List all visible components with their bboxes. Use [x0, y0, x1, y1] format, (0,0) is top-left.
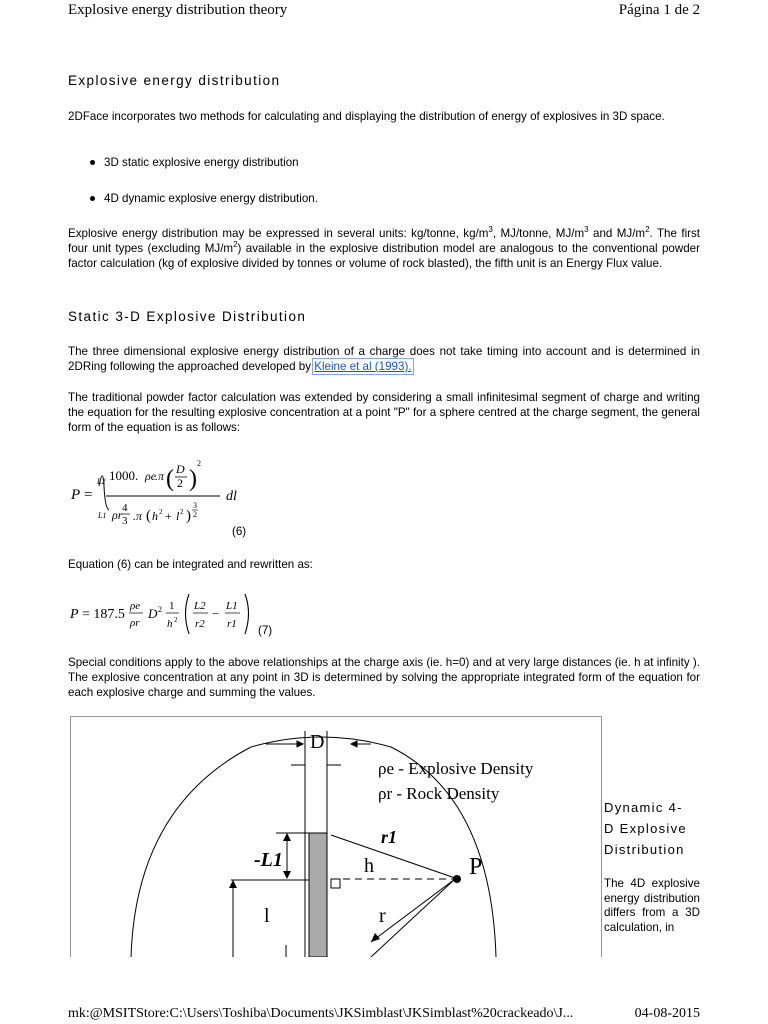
figure-label-l: l [264, 905, 270, 927]
dynamic-section-title: Dynamic 4- D Explosive Distribution [604, 800, 687, 857]
svg-text:L1: L1 [226, 600, 238, 612]
bullet-icon [90, 196, 95, 201]
svg-text:L2: L2 [194, 600, 206, 612]
figure-label-explosive-density: ρe - Explosive Density [378, 759, 534, 778]
svg-text:D: D [176, 462, 185, 476]
header-page-number: Página 1 de 2 [618, 2, 700, 18]
footer-date: 04-08-2015 [634, 1006, 700, 1021]
svg-text:2: 2 [180, 508, 184, 516]
svg-text:2: 2 [158, 605, 162, 614]
units-paragraph: Explosive energy distribution may be expressed in several units: kg/tonne, $kg/m^3$, MJ/tonne, $MJ/m^3$ and $MJ/m^2$. The first four unit types (excluding $MJ/m^2$) available in the explosive distribution model are analogous to the conventional powder factor calculation (kg of explosive divided by tonnes or volume of rock blasted), the fifth unit is an Energy Flux value. [68, 225, 701, 270]
svg-text:): ) [186, 508, 191, 524]
svg-text:D: D [148, 606, 158, 621]
svg-text:L2: L2 [97, 477, 106, 486]
figure-label-rock-density: ρr - Rock Density [378, 784, 500, 803]
svg-text:ρr: ρr [130, 617, 140, 629]
figure-label-P: P [469, 854, 483, 880]
svg-text:.π: .π [155, 469, 165, 483]
svg-text:h: h [167, 618, 173, 630]
svg-text:.π: .π [133, 509, 143, 523]
static-paragraph-2: The traditional powder factor calculation was extended by considering a small infinitesimal segment of charge and writing the equation for the resulting explosive concentration at a point "P" for a sphere centred at the charge segment, the general form of the equation is as follows: [68, 391, 700, 434]
svg-text:l: l [176, 509, 180, 523]
equation-7 [68, 588, 268, 640]
charge-geometry-figure [70, 716, 602, 957]
svg-text:r1: r1 [227, 618, 237, 630]
svg-text:=: = [84, 487, 93, 503]
equation-6 [68, 446, 268, 530]
svg-text:2: 2 [177, 476, 183, 490]
footer-path: mk:@MSITStore:C:\Users\Toshiba\Documents\JKSimblast\JKSimblast%20crackeado\J... [68, 1006, 574, 1021]
dynamic-paragraph: The 4D explosive energy distribution differs from a 3D calculation, in [604, 877, 700, 934]
section-title-static-3d: Static 3-D Explosive Distribution [68, 309, 307, 324]
kleine-reference-link[interactable]: Kleine et al (1993). [314, 360, 412, 373]
equation-6-number: (6) [232, 525, 247, 538]
svg-text:P: P [71, 487, 81, 503]
svg-text:= 187.5: = 187.5 [82, 607, 125, 622]
svg-text:L1: L1 [98, 511, 107, 520]
svg-text:4: 4 [122, 502, 128, 514]
svg-text:ρe: ρe [130, 600, 141, 612]
figure-label-D: D [310, 731, 325, 753]
svg-text:(: ( [146, 508, 151, 524]
figure-label-r: r [379, 905, 386, 927]
svg-text:2: 2 [193, 510, 197, 519]
figure-label-L1: -L1 [254, 849, 283, 871]
svg-text:+: + [165, 509, 172, 523]
svg-text:3: 3 [193, 501, 197, 510]
svg-text:1000.: 1000. [109, 468, 139, 483]
list-item: 3D static explosive energy distribution [90, 156, 299, 169]
equation-7-number: (7) [258, 624, 273, 637]
figure-label-r1: r1 [381, 827, 398, 847]
svg-text:2: 2 [159, 508, 163, 516]
svg-text:r2: r2 [195, 618, 205, 630]
bullet-icon [90, 160, 95, 165]
svg-text:2: 2 [197, 459, 201, 468]
list-item: 4D dynamic explosive energy distribution. [90, 192, 318, 205]
svg-text:1: 1 [169, 600, 175, 612]
svg-text:−: − [212, 606, 220, 621]
svg-text:P: P [70, 607, 79, 622]
special-conditions-paragraph: Special conditions apply to the above relationships at the charge axis (ie. h=0) and at very large distances (ie. h at infinity ). The explosive concentration at any point in 3D is determined by solving the appropriate integrated form of the equation for each explosive charge and summing the values. [68, 656, 700, 699]
svg-text:3: 3 [122, 515, 128, 527]
static-paragraph-1: The three dimensional explosive energy distribution of a charge does not take timing into account and is determined in 2DRing following the approached developed by Kleine et al (1993). [68, 345, 700, 373]
section-title-energy-distribution: Explosive energy distribution [68, 73, 281, 88]
figure-label-h: h [364, 855, 374, 877]
intro-paragraph: 2DFace incorporates two methods for calculating and displaying the distribution of energy of explosives in 3D space. [68, 110, 665, 123]
svg-text:): ) [189, 466, 197, 492]
svg-text:(: ( [166, 466, 174, 492]
equation-intro: Equation (6) can be integrated and rewritten as: [68, 558, 313, 571]
svg-text:ρe: ρe [145, 469, 157, 483]
svg-text:2: 2 [174, 616, 178, 624]
svg-text:dl: dl [226, 489, 237, 504]
header-title: Explosive energy distribution theory [68, 2, 288, 18]
svg-text:h: h [152, 509, 158, 523]
svg-text:ρr: ρr [112, 508, 123, 522]
